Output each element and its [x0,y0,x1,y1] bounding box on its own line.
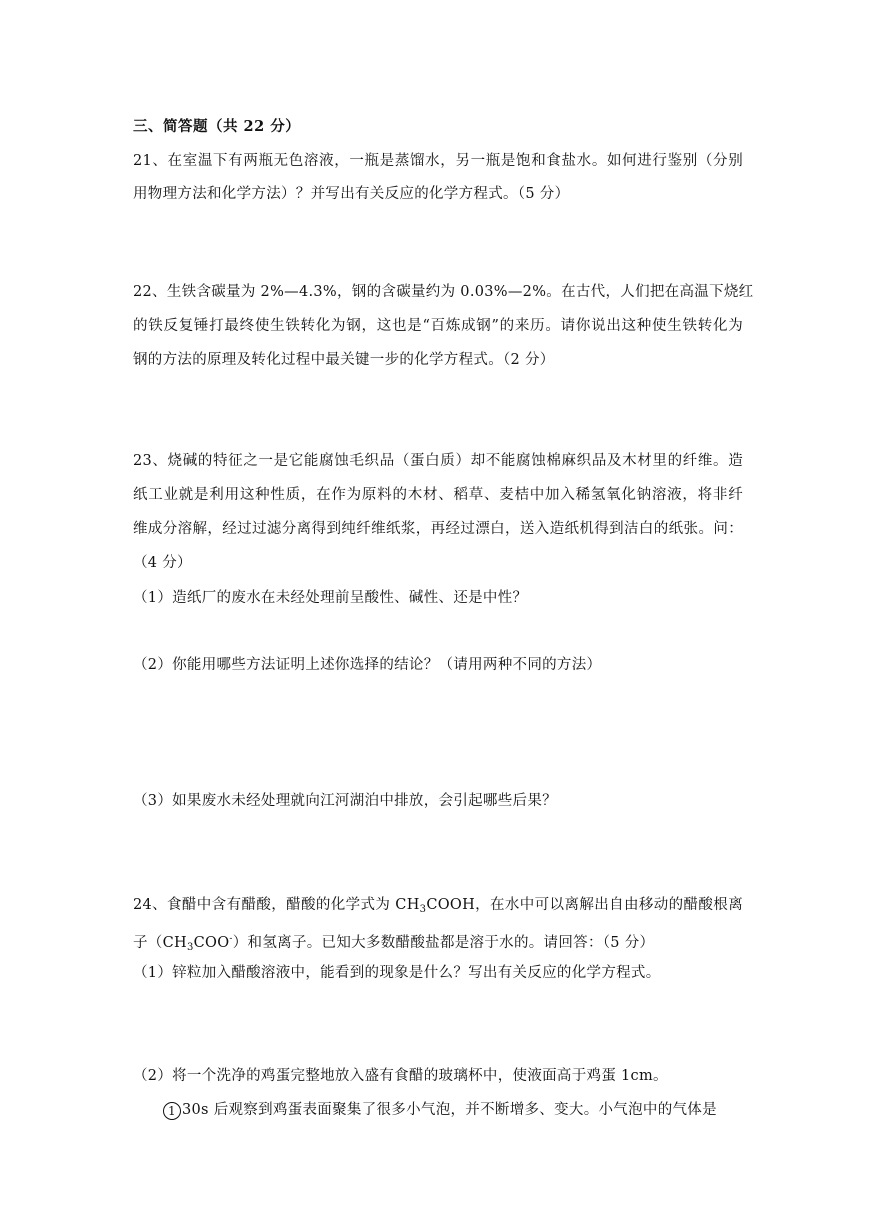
q24-part-2: （2）将一个洗净的鸡蛋完整地放入盛有食醋的玻璃杯中，使液面高于鸡蛋 1cm。 [133,1068,668,1084]
q21-line-2: 用物理方法和化学方法）？并写出有关反应的化学方程式。（5 分） [133,186,570,202]
q24-item-1: 1 30s 后观察到鸡蛋表面聚集了很多小气泡，并不断增多、变大。小气泡中的气体是 [163,1100,743,1120]
q22-line-3: 钢的方法的原理及转化过程中最关键一步的化学方程式。（2 分） [133,352,555,368]
q24-part-1: （1）锌粒加入醋酸溶液中，能看到的现象是什么？写出有关反应的化学方程式。 [133,965,661,981]
q24-line-1: 24、食醋中含有醋酸，醋酸的化学式为 $CH_3COOH$，在水中可以离解出自由移动的醋酸根离 [133,897,743,915]
q22-line-2: 的铁反复锤打最终使生铁转化为钢，这也是“百炼成钢”的来历。请你说出这种使生铁转化为 [133,318,743,334]
q23-line-4: （4 分） [133,555,192,571]
q23-line-2: 纸工业就是利用这种性质，在作为原料的木材、稻草、麦桔中加入稀氢氧化钠溶液，将非纤 [133,487,743,503]
q24-line-2: 子$(CH_3COO^-)$和氢离子。已知大多数醋酸盐都是溶于水的。请回答：（5 分） [133,934,655,953]
q23-part-3: （3）如果废水未经处理就向江河湖泊中排放，会引起哪些后果？ [133,793,557,809]
q23-line-1: 23、烧碱的特征之一是它能腐蚀毛织品（蛋白质）却不能腐蚀棉麻织品及木材里的纤维。造 [133,453,743,469]
q23-part-1: （1）造纸厂的废水在未经处理前呈酸性、碱性、还是中性？ [133,590,528,606]
section-title: 三、简答题（共 22 分） [133,118,301,135]
q23-line-3: 维成分溶解，经过过滤分离得到纯纤维纸浆，再经过漂白，送入造纸机得到洁白的纸张。问： [133,521,743,537]
circled-number-1: 1 [163,1102,181,1120]
q23-part-2: （2）你能用哪些方法证明上述你选择的结论？（请用两种不同的方法） [133,657,602,673]
q21-line-1: 21、在室温下有两瓶无色溶液，一瓶是蒸馏水，另一瓶是饱和食盐水。如何进行鉴别（分别 [133,153,743,169]
q22-line-1: 22、生铁含碳量为 2%—4.3%，钢的含碳量约为 0.03%—2%。在古代，人们把在高温下烧红 [133,284,754,300]
